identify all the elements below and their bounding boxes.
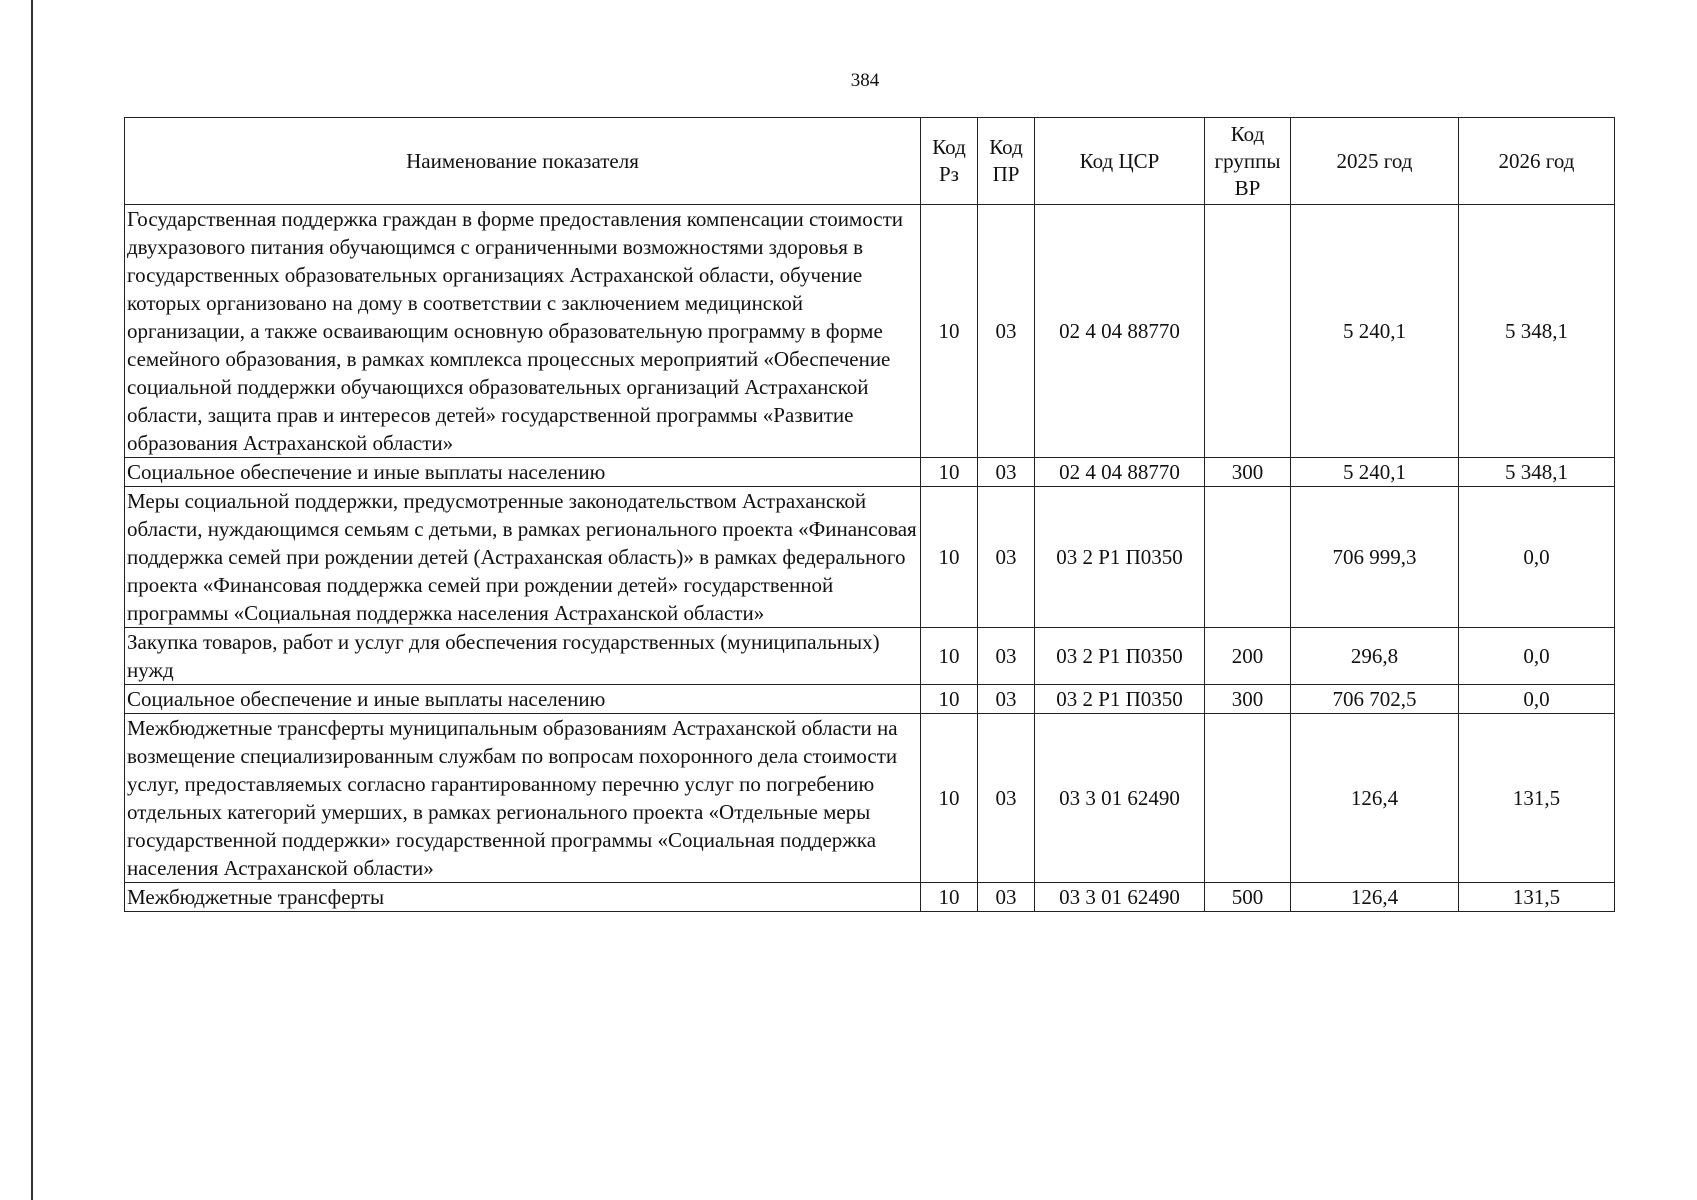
row-2026: 5 348,1 bbox=[1459, 458, 1615, 487]
budget-table bbox=[124, 117, 1615, 912]
row-vr: 300 bbox=[1205, 458, 1291, 487]
row-2026: 131,5 bbox=[1459, 714, 1615, 883]
header-vr: Код группы ВР bbox=[1205, 118, 1291, 205]
row-rz: 10 bbox=[921, 458, 978, 487]
row-rz: 10 bbox=[921, 883, 978, 912]
row-2025: 5 240,1 bbox=[1291, 205, 1459, 458]
header-rz: Код Рз bbox=[921, 118, 978, 205]
row-pr: 03 bbox=[978, 205, 1035, 458]
row-2025: 706 999,3 bbox=[1291, 487, 1459, 628]
row-vr: 200 bbox=[1205, 628, 1291, 685]
row-pr: 03 bbox=[978, 685, 1035, 714]
row-rz: 10 bbox=[921, 628, 978, 685]
page-number: 384 bbox=[850, 70, 880, 91]
row-pr: 03 bbox=[978, 487, 1035, 628]
row-pr: 03 bbox=[978, 883, 1035, 912]
row-pr: 03 bbox=[978, 628, 1035, 685]
table-header-row bbox=[125, 118, 1615, 205]
table-row bbox=[125, 685, 1615, 714]
row-2026: 131,5 bbox=[1459, 883, 1615, 912]
row-vr: 500 bbox=[1205, 883, 1291, 912]
table-row bbox=[125, 487, 1615, 628]
row-2026: 0,0 bbox=[1459, 628, 1615, 685]
table-row bbox=[125, 205, 1615, 458]
row-rz: 10 bbox=[921, 714, 978, 883]
row-rz: 10 bbox=[921, 205, 978, 458]
row-name: Межбюджетные трансферты муниципальным образованиям Астраханской области на возмещение специализированным службам по вопросам похоронного дела стоимости услуг, предоставляемых согласно гарантированному перечню услуг по погребению отдельных категорий умерших, в рамках регионального проекта «Отдельные меры государственной поддержки» государственной программы «Социальная поддержка населения Астраханской области» bbox=[125, 714, 921, 883]
row-2025: 706 702,5 bbox=[1291, 685, 1459, 714]
row-name: Социальное обеспечение и иные выплаты населению bbox=[125, 458, 921, 487]
row-2026: 0,0 bbox=[1459, 685, 1615, 714]
row-csr: 03 2 Р1 П0350 bbox=[1035, 685, 1205, 714]
row-rz: 10 bbox=[921, 487, 978, 628]
row-2025: 126,4 bbox=[1291, 714, 1459, 883]
row-csr: 02 4 04 88770 bbox=[1035, 458, 1205, 487]
row-csr: 03 2 Р1 П0350 bbox=[1035, 628, 1205, 685]
row-csr: 03 3 01 62490 bbox=[1035, 714, 1205, 883]
table-row bbox=[125, 458, 1615, 487]
row-name: Закупка товаров, работ и услуг для обеспечения государственных (муниципальных) нужд bbox=[125, 628, 921, 685]
row-rz: 10 bbox=[921, 685, 978, 714]
row-vr bbox=[1205, 205, 1291, 458]
row-name: Социальное обеспечение и иные выплаты населению bbox=[125, 685, 921, 714]
row-vr bbox=[1205, 714, 1291, 883]
header-2025: 2025 год bbox=[1291, 118, 1459, 205]
row-name: Меры социальной поддержки, предусмотренные законодательством Астраханской области, нуждающимся семьям с детьми, в рамках регионального проекта «Финансовая поддержка семей при рождении детей (Астраханская область)» в рамках федерального проекта «Финансовая поддержка семей при рождении детей» государственной программы «Социальная поддержка населения Астраханской области» bbox=[125, 487, 921, 628]
row-vr bbox=[1205, 487, 1291, 628]
table-row bbox=[125, 628, 1615, 685]
row-2025: 296,8 bbox=[1291, 628, 1459, 685]
row-vr: 300 bbox=[1205, 685, 1291, 714]
row-csr: 02 4 04 88770 bbox=[1035, 205, 1205, 458]
row-2025: 126,4 bbox=[1291, 883, 1459, 912]
table-row bbox=[125, 883, 1615, 912]
row-csr: 03 2 Р1 П0350 bbox=[1035, 487, 1205, 628]
row-name: Межбюджетные трансферты bbox=[125, 883, 921, 912]
binding-margin-line bbox=[31, 0, 33, 1200]
table-row bbox=[125, 714, 1615, 883]
row-csr: 03 3 01 62490 bbox=[1035, 883, 1205, 912]
row-name: Государственная поддержка граждан в форме предоставления компенсации стоимости двухразового питания обучающимся с ограниченными возможностями здоровья в государственных образовательных организациях Астраханской области, обучение которых организовано на дому в соответствии с заключением медицинской организации, а также осваивающим основную образовательную программу в форме семейного образования, в рамках комплекса процессных мероприятий «Обеспечение социальной поддержки обучающихся образовательных организаций Астраханской области, защита прав и интересов детей» государственной программы «Развитие образования Астраханской области» bbox=[125, 205, 921, 458]
row-2026: 5 348,1 bbox=[1459, 205, 1615, 458]
row-2026: 0,0 bbox=[1459, 487, 1615, 628]
header-2026: 2026 год bbox=[1459, 118, 1615, 205]
row-pr: 03 bbox=[978, 714, 1035, 883]
header-name: Наименование показателя bbox=[125, 118, 921, 205]
row-pr: 03 bbox=[978, 458, 1035, 487]
row-2025: 5 240,1 bbox=[1291, 458, 1459, 487]
header-csr: Код ЦСР bbox=[1035, 118, 1205, 205]
header-pr: Код ПР bbox=[978, 118, 1035, 205]
